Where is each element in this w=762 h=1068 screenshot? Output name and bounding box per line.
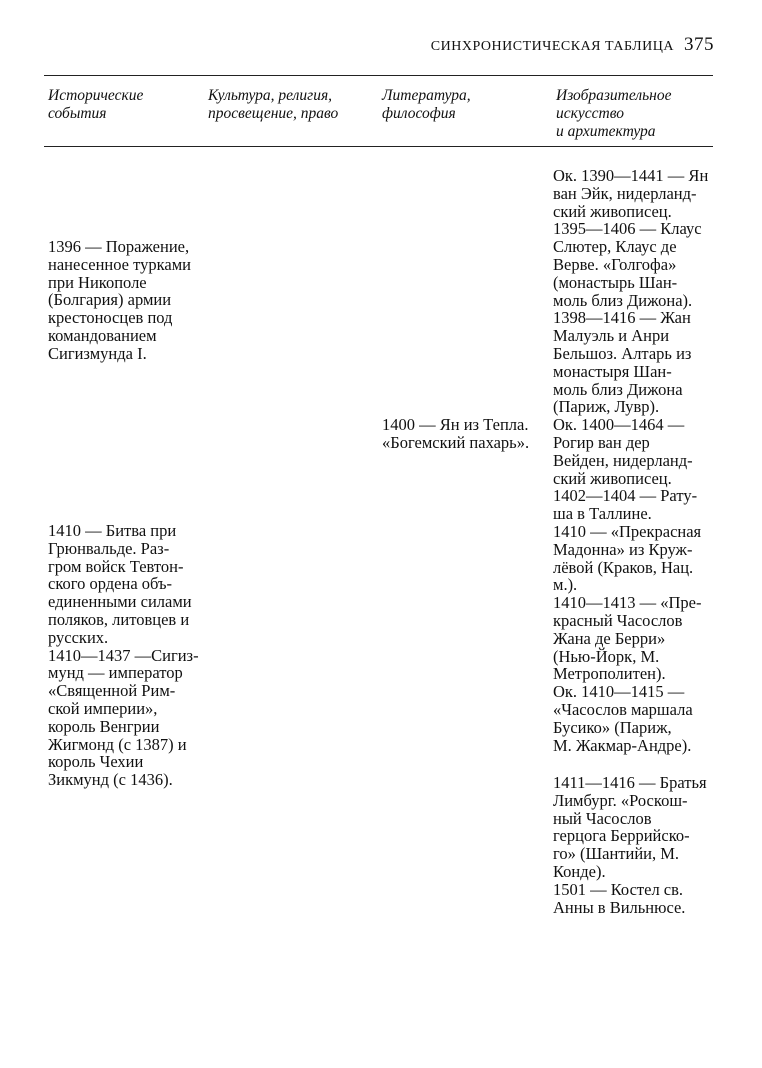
column-header-history: Исторические события [48, 87, 144, 122]
art-entries-main: Ок. 1390—1441 — Ян ван Эйк, нидерланд- ский живописец. 1395—1406 — Клаус Слютер, Клаус де Верве. «Голгофа» (монастырь Шан- моль близ Дижона). 1398—1416 — Жан Малуэль и Анри Бельшоз. Алтарь из монастыря Шан- моль близ Дижона (Париж, Лувр). Ок. 1400—1464 — Рогир ван дер Вейден, нидерланд- ский живописец. 1402—1404 — Рату- ша в Таллине. 1410 — «Прекрасная Мадонна» из Круж- лёвой (Краков, Нац. м.). 1410—1413 — «Пре- красный Часослов Жана де Берри» (Нью-Йорк, М. Метрополитен). Ок. 1410—1415 — «Часослов маршала Бусико» (Париж, М. Жакмар-Андре). [553, 166, 709, 755]
top-rule [44, 75, 713, 76]
literature-entry-1400: 1400 — Ян из Тепла. «Богемский пахарь». [382, 415, 530, 452]
page-number: 375 [684, 34, 714, 55]
header-rule [44, 146, 713, 147]
running-head-title: СИНХРОНИСТИЧЕСКАЯ ТАБЛИЦА [430, 39, 674, 54]
art-entries-late: 1411—1416 — Братья Лимбург. «Роскош- ный Часослов герцога Беррийско- го» (Шантийи, М. Конде). 1501 — Костел св. Анны в Вильнюсе. [553, 773, 707, 917]
column-header-literature: Литература, философия [382, 87, 471, 122]
column-header-culture: Культура, религия, просвещение, право [208, 87, 339, 122]
column-header-art: Изобразительное искусство и архитектура [556, 87, 672, 140]
history-entry-1410: 1410 — Битва при Грюнвальде. Раз- гром войск Тевтон- ского ордена объ- единенными силами поляков, литовцев и русских. 1410—1437 —Сигиз- мунд — император «Священной Рим- ской империи», король Венгрии Жигмонд (с 1387) и король Чехии Зикмунд (с 1436). [48, 521, 199, 790]
running-head [431, 34, 714, 56]
history-entry-1396: 1396 — Поражение, нанесенное турками при Никополе (Болгария) армии крестоносцев под командованием Сигизмунда I. [48, 237, 191, 363]
